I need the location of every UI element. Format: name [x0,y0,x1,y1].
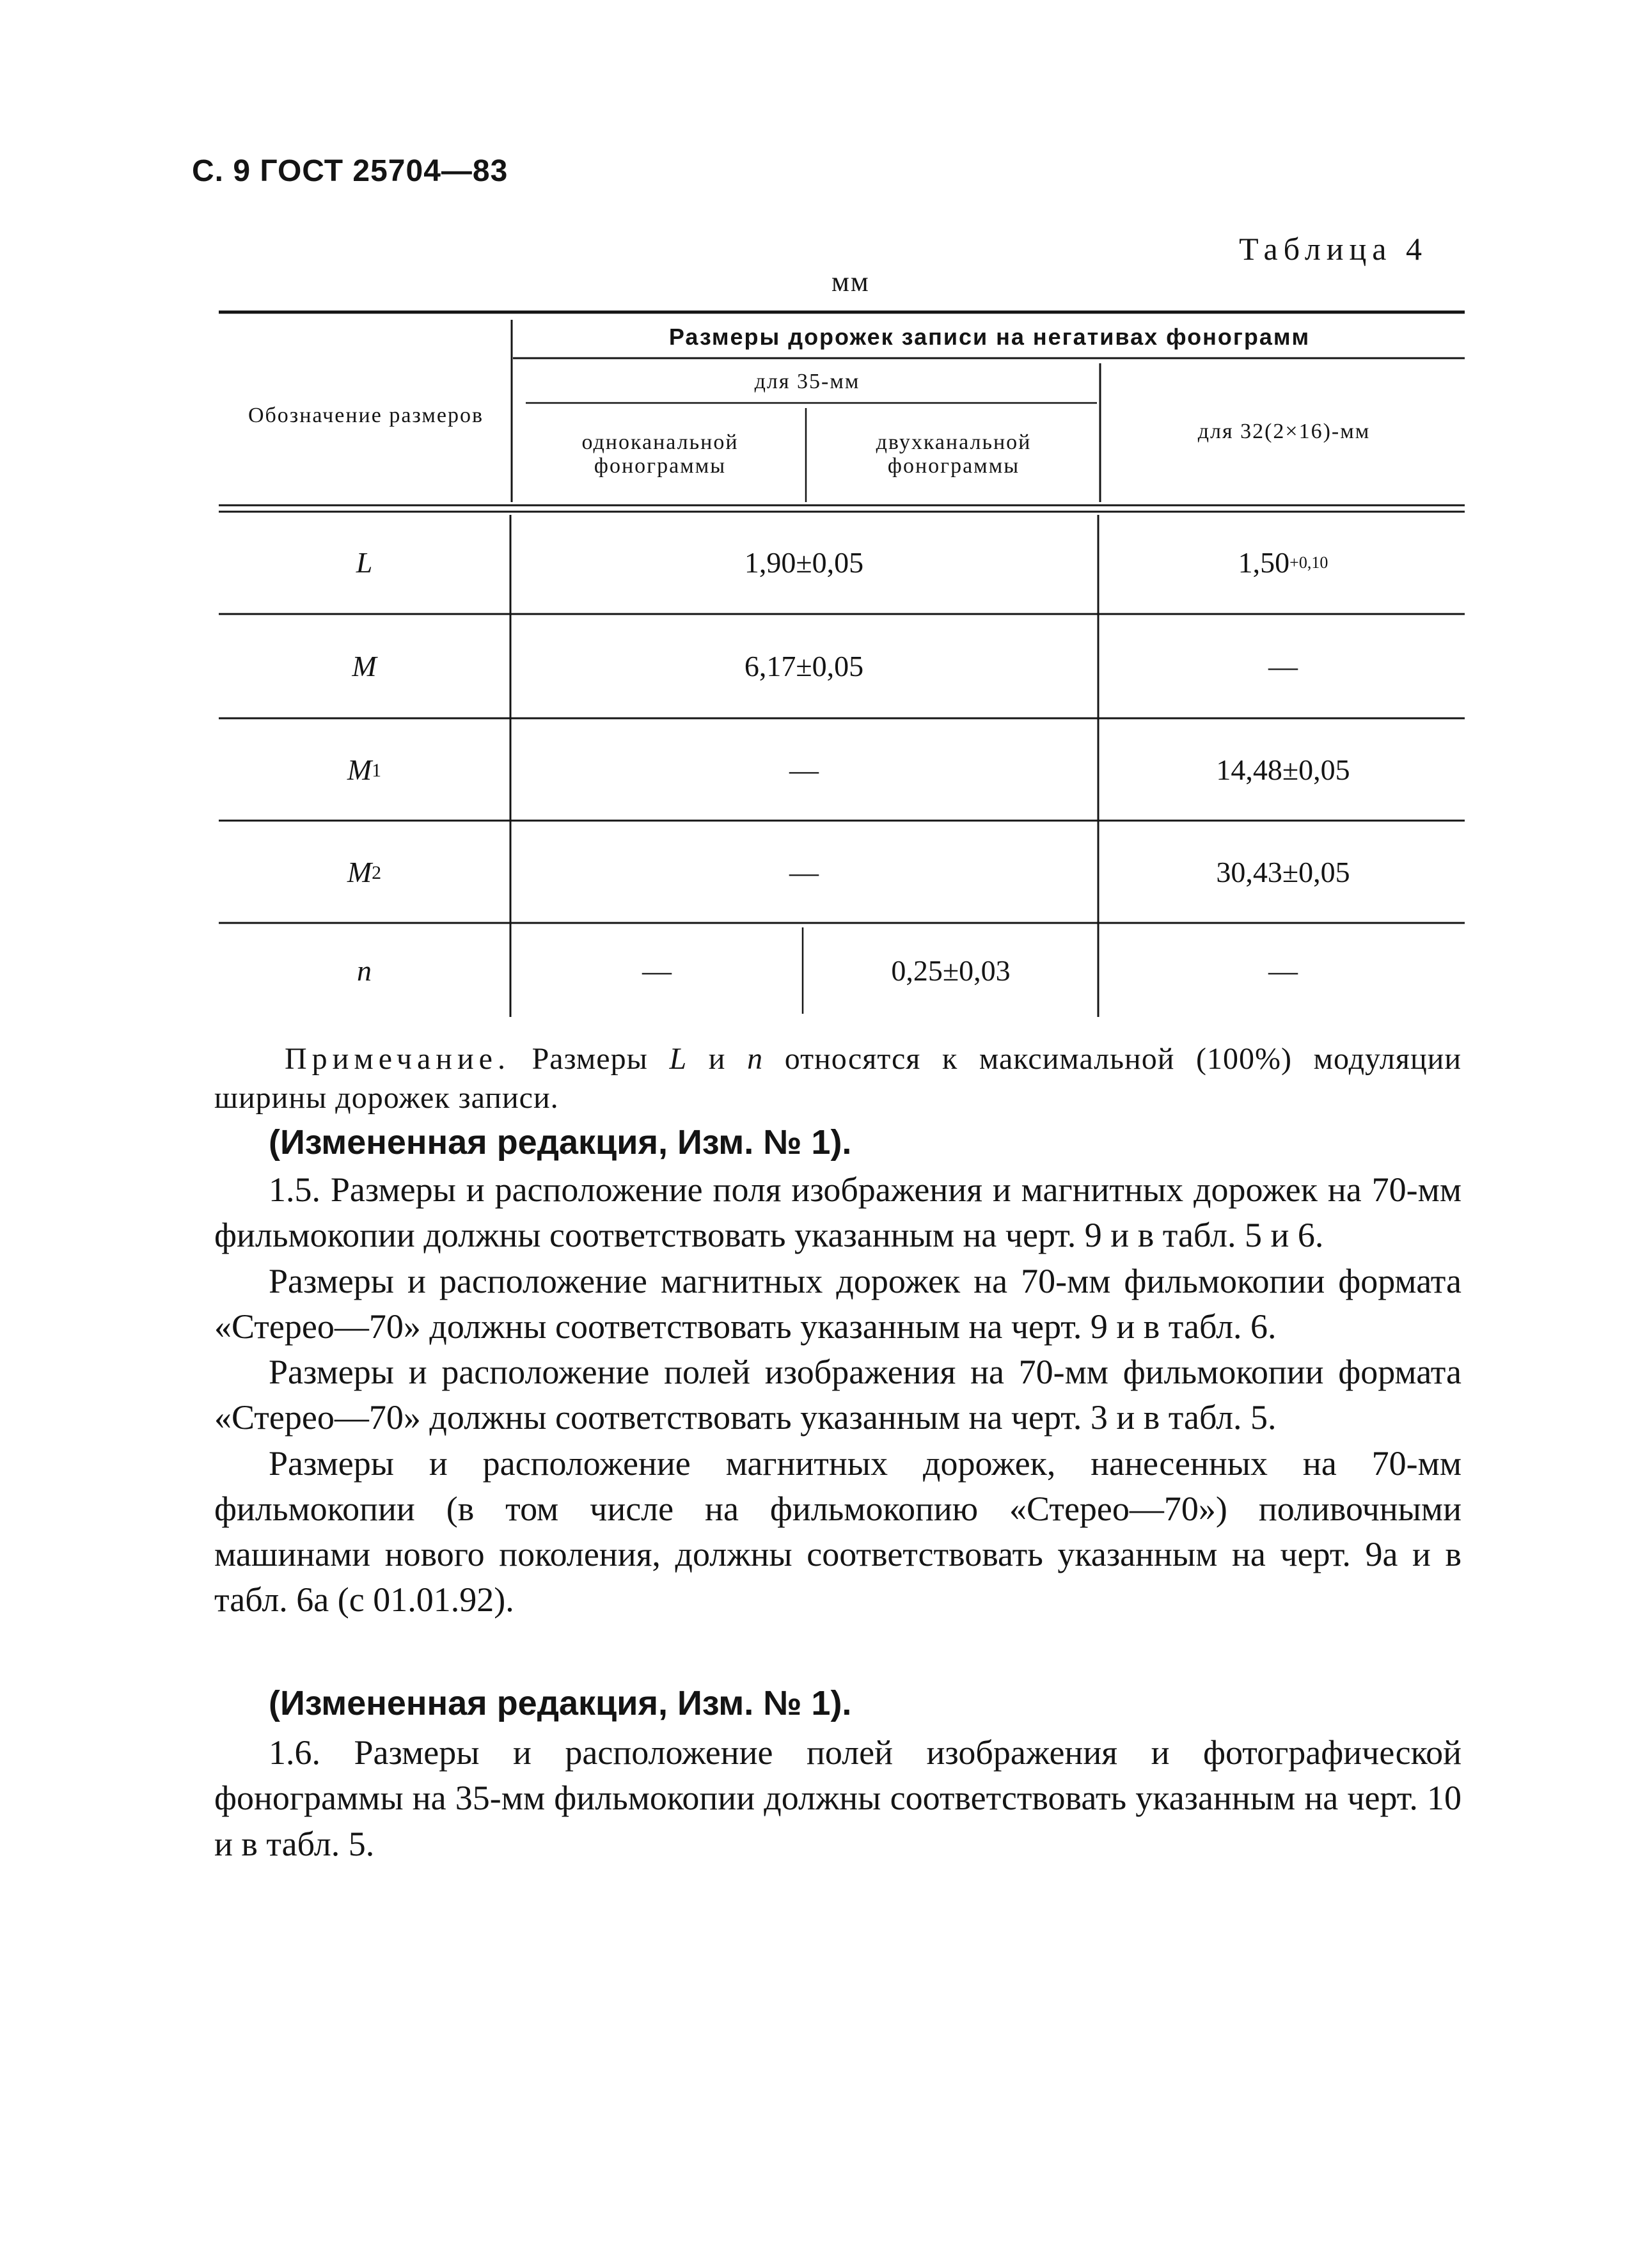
header-double-channel: двухканальной фонограммы [876,430,1032,478]
row-symbol: M 2 [347,855,382,888]
header-designation: Обозначение размеров [248,404,484,428]
row-value-single: — [642,954,672,987]
row-value-32mm: — [1268,954,1298,987]
paragraph: 1.5. Размеры и расположение поля изображения и магнитных дорожек на 70-мм фильмокопии должны соответствовать указанным на черт. 9 и в табл. 5 и 6. [214,1170,1462,1255]
row-value-32mm: 1,50 +0,10 [1238,546,1328,579]
paragraph: 1.6. Размеры и расположение полей изображения и фотографической фонограммы на 35-мм фильмокопии должны соответствовать указанным на черт. 10 и в табл. 5. [214,1733,1462,1863]
row-value-35mm: 1,90±0,05 [744,546,864,579]
row-value-35mm: — [789,753,819,786]
row-symbol: n [357,954,372,987]
row-value-35mm: 6,17±0,05 [744,650,864,683]
row-symbol: M 1 [347,753,382,786]
row-value-32mm: 14,48±0,05 [1216,753,1350,786]
row-symbol: M [352,650,377,683]
table-note: Примечание. Размеры L и n относятся к максимальной (100%) модуляции ширины дорожек записи. [214,1042,1462,1115]
row-value-32mm: 30,43±0,05 [1216,855,1350,888]
header-single-channel: одноканальной фонограммы [581,430,739,478]
header-group: Размеры дорожек записи на негативах фонограмм [668,324,1311,350]
dimensions-table [216,307,1468,1027]
note-label: Примечание. [285,1042,510,1076]
header-32mm: для 32(2×16)-мм [1197,420,1371,444]
body-section-1-6 [214,1730,1462,1867]
paragraph: Размеры и расположение магнитных дорожек на 70-мм фильмокопии формата «Стерео—70» должны соответствовать указанным на черт. 9 и в табл. 6. [214,1261,1462,1346]
table-units: мм [831,266,870,297]
header-35mm: для 35-мм [754,370,860,394]
row-value-32mm: — [1268,650,1298,683]
paragraph: Размеры и расположение магнитных дорожек, нанесенных на 70-мм фильмокопии (в том числе на фильмокопию «Стерео—70») поливочными машинами нового поколения, должны соответствовать указанным на черт. 9а и в табл. 6а (с 01.01.92). [214,1444,1462,1619]
revision-note: (Измененная редакция, Изм. № 1). [269,1684,852,1722]
page-header: С. 9 ГОСТ 25704—83 [192,154,508,188]
row-value-double: 0,25±0,03 [891,954,1011,987]
row-value-35mm: — [789,855,819,888]
row-symbol: L [356,546,373,579]
table-number: Таблица 4 [1239,231,1428,267]
body-section-1-5 [214,1167,1462,1623]
paragraph: Размеры и расположение полей изображения на 70-мм фильмокопии формата «Стерео—70» должны соответствовать указанным на черт. 3 и в табл. 5. [214,1353,1462,1437]
revision-note: (Измененная редакция, Изм. № 1). [269,1123,852,1162]
